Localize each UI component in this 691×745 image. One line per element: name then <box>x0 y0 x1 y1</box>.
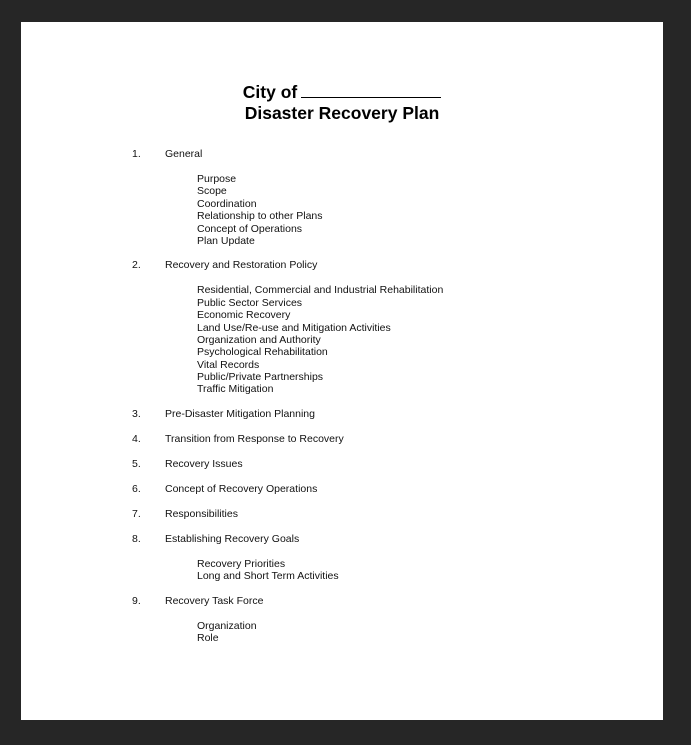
section-title: Transition from Response to Recovery <box>165 432 344 445</box>
section-heading <box>132 458 632 471</box>
subsection-item: Organization <box>197 619 257 632</box>
subsection-list <box>197 558 632 583</box>
section-number: 2. <box>132 259 141 272</box>
section-number: 8. <box>132 532 141 545</box>
section-title: Recovery Issues <box>165 457 243 470</box>
subsection-item: Purpose <box>197 173 237 185</box>
section-title: Pre-Disaster Mitigation Planning <box>165 407 315 420</box>
city-name-blank <box>301 82 441 98</box>
section-spacer <box>132 247 632 259</box>
outline-section <box>132 483 632 496</box>
title-city-label: City of <box>242 82 298 102</box>
document-page <box>21 22 663 720</box>
section-number: 5. <box>132 457 141 470</box>
section-title: Responsibilities <box>165 507 238 520</box>
section-heading <box>132 148 632 161</box>
section-number: 9. <box>132 594 141 607</box>
subsection-item: Traffic Mitigation <box>197 383 274 396</box>
section-title: General <box>165 148 203 160</box>
subsection-item: Psychological Rehabilitation <box>197 346 328 359</box>
section-spacer <box>132 521 632 533</box>
section-spacer <box>132 496 632 508</box>
document-title <box>21 82 663 124</box>
subsection-item: Plan Update <box>197 234 255 247</box>
title-line-2: Disaster Recovery Plan <box>244 103 440 123</box>
subsection-item: Concept of Operations <box>197 222 303 235</box>
outline-section <box>132 433 632 446</box>
subsection-item: Scope <box>197 185 227 198</box>
subsection-item: Residential, Commercial and Industrial Rehabilitation <box>197 284 444 297</box>
title-line-1 <box>21 82 663 103</box>
section-title: Recovery Task Force <box>165 594 264 607</box>
section-heading <box>132 595 632 608</box>
section-number: 1. <box>132 148 141 160</box>
section-title: Concept of Recovery Operations <box>165 482 318 495</box>
section-spacer <box>132 396 632 408</box>
subsection-item: Land Use/Re-use and Mitigation Activities <box>197 321 391 334</box>
outline-section <box>132 533 632 583</box>
outline-section <box>132 148 632 247</box>
section-heading <box>132 259 632 272</box>
section-number: 3. <box>132 407 141 420</box>
outline-section <box>132 458 632 471</box>
section-heading <box>132 533 632 546</box>
subsection-item: Public/Private Partnerships <box>197 371 324 384</box>
subsection-item: Organization and Authority <box>197 333 321 346</box>
section-title: Recovery and Restoration Policy <box>165 259 318 272</box>
subsection-item: Vital Records <box>197 358 260 371</box>
outline-section <box>132 259 632 396</box>
subsection-list <box>197 173 632 247</box>
subsection-list <box>197 284 632 396</box>
table-of-contents <box>132 148 632 644</box>
section-heading <box>132 408 632 421</box>
subsection-item: Long and Short Term Activities <box>197 570 339 583</box>
subsection-item: Role <box>197 632 219 645</box>
section-number: 7. <box>132 507 141 520</box>
subsection-list <box>197 620 632 645</box>
outline-section <box>132 595 632 645</box>
section-title: Establishing Recovery Goals <box>165 532 300 545</box>
subsection-item: Relationship to other Plans <box>197 210 323 223</box>
section-spacer <box>132 583 632 595</box>
section-spacer <box>132 421 632 433</box>
subsection-item: Recovery Priorities <box>197 557 286 570</box>
section-number: 6. <box>132 482 141 495</box>
section-number: 4. <box>132 432 141 445</box>
section-heading <box>132 483 632 496</box>
outline-section <box>132 508 632 521</box>
section-heading <box>132 433 632 446</box>
section-spacer <box>132 446 632 458</box>
subsection-item: Public Sector Services <box>197 296 303 309</box>
section-spacer <box>132 471 632 483</box>
outline-section <box>132 408 632 421</box>
subsection-item: Coordination <box>197 197 257 210</box>
subsection-item: Economic Recovery <box>197 309 291 322</box>
section-heading <box>132 508 632 521</box>
